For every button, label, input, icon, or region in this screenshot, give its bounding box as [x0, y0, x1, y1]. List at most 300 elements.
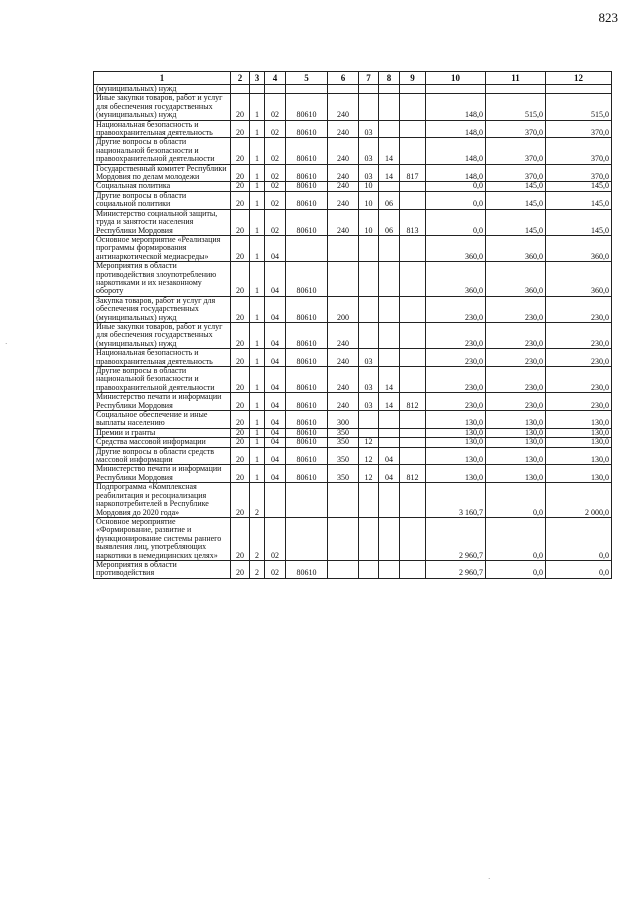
row-value-cell-col-11: 130,0 — [486, 438, 546, 447]
row-value-cell-col-4: 04 — [265, 428, 286, 437]
row-value-cell-col-7: 10 — [359, 209, 379, 235]
row-value-cell-col-11: 130,0 — [486, 465, 546, 483]
row-value-cell-col-11: 130,0 — [486, 428, 546, 437]
column-header-7: 7 — [359, 72, 379, 85]
row-value-cell-col-9 — [400, 517, 426, 560]
row-value-cell-col-7 — [359, 428, 379, 437]
row-value-cell-col-2: 20 — [231, 138, 250, 164]
row-value-cell-col-2: 20 — [231, 262, 250, 297]
row-name-cell: Премии и гранты — [94, 428, 231, 437]
row-name-cell: Социальная политика — [94, 182, 231, 191]
row-name-cell: Средства массовой информации — [94, 438, 231, 447]
row-value-cell-col-7: 10 — [359, 182, 379, 191]
row-value-cell-col-9 — [400, 120, 426, 138]
row-name-cell: Основное мероприятие «Реализация программы формирования антинаркотической медиасреды» — [94, 235, 231, 261]
row-name-cell: Национальная безопасность и правоохранительная деятельность — [94, 120, 231, 138]
row-value-cell-col-9 — [400, 85, 426, 94]
row-value-cell-col-11: 0,0 — [486, 560, 546, 578]
row-value-cell-col-2: 20 — [231, 209, 250, 235]
table-row — [94, 349, 612, 367]
row-value-cell-col-10: 130,0 — [426, 411, 486, 429]
row-value-cell-col-4: 04 — [265, 447, 286, 465]
column-header-10: 10 — [426, 72, 486, 85]
row-value-cell-col-5 — [286, 235, 328, 261]
row-value-cell-col-7 — [359, 517, 379, 560]
table-row — [94, 367, 612, 393]
row-value-cell-col-6: 240 — [328, 182, 359, 191]
row-value-cell-col-4: 02 — [265, 138, 286, 164]
row-value-cell-col-8: 04 — [379, 465, 400, 483]
row-value-cell-col-11: 130,0 — [486, 447, 546, 465]
row-value-cell-col-6: 200 — [328, 296, 359, 322]
row-name-cell: Социальное обеспечение и иные выплаты населению — [94, 411, 231, 429]
row-name-cell: Другие вопросы в области средств массовой информации — [94, 447, 231, 465]
row-value-cell-col-8 — [379, 182, 400, 191]
row-value-cell-col-2: 20 — [231, 367, 250, 393]
row-value-cell-col-5: 80610 — [286, 120, 328, 138]
row-value-cell-col-2: 20 — [231, 94, 250, 120]
row-value-cell-col-8 — [379, 296, 400, 322]
row-value-cell-col-11: 145,0 — [486, 182, 546, 191]
row-value-cell-col-2: 20 — [231, 120, 250, 138]
row-value-cell-col-2: 20 — [231, 322, 250, 348]
row-value-cell-col-8 — [379, 235, 400, 261]
row-value-cell-col-5: 80610 — [286, 465, 328, 483]
row-value-cell-col-6: 350 — [328, 465, 359, 483]
column-header-5: 5 — [286, 72, 328, 85]
row-value-cell-col-2: 20 — [231, 393, 250, 411]
row-value-cell-col-5: 80610 — [286, 393, 328, 411]
table-row — [94, 94, 612, 120]
row-value-cell-col-12: 145,0 — [546, 209, 612, 235]
row-value-cell-col-7: 10 — [359, 191, 379, 209]
row-value-cell-col-6: 240 — [328, 191, 359, 209]
row-value-cell-col-9 — [400, 296, 426, 322]
row-value-cell-col-5 — [286, 483, 328, 518]
row-value-cell-col-7 — [359, 235, 379, 261]
row-value-cell-col-11: 145,0 — [486, 191, 546, 209]
row-value-cell-col-5: 80610 — [286, 438, 328, 447]
row-value-cell-col-6: 240 — [328, 349, 359, 367]
row-value-cell-col-7 — [359, 560, 379, 578]
column-header-12: 12 — [546, 72, 612, 85]
row-value-cell-col-3: 1 — [250, 447, 265, 465]
row-value-cell-col-9 — [400, 428, 426, 437]
row-value-cell-col-7: 12 — [359, 447, 379, 465]
row-value-cell-col-10: 360,0 — [426, 262, 486, 297]
table-row — [94, 411, 612, 429]
row-value-cell-col-3: 2 — [250, 517, 265, 560]
row-value-cell-col-5: 80610 — [286, 560, 328, 578]
row-value-cell-col-9 — [400, 560, 426, 578]
row-value-cell-col-4: 04 — [265, 349, 286, 367]
row-value-cell-col-2: 20 — [231, 560, 250, 578]
row-value-cell-col-10: 130,0 — [426, 447, 486, 465]
row-name-cell: Министерство печати и информации Республики Мордовия — [94, 393, 231, 411]
row-value-cell-col-5: 80610 — [286, 349, 328, 367]
row-value-cell-col-2: 20 — [231, 438, 250, 447]
row-value-cell-col-7: 03 — [359, 349, 379, 367]
row-value-cell-col-10: 148,0 — [426, 138, 486, 164]
column-header-9: 9 — [400, 72, 426, 85]
row-value-cell-col-9 — [400, 447, 426, 465]
row-value-cell-col-4: 04 — [265, 465, 286, 483]
row-value-cell-col-5: 80610 — [286, 411, 328, 429]
row-value-cell-col-10: 230,0 — [426, 322, 486, 348]
row-name-cell: Подпрограмма «Комплексная реабилитация и ресоциализация наркопотребителей в Республике Мордовия до 2020 года» — [94, 483, 231, 518]
row-value-cell-col-12: 230,0 — [546, 296, 612, 322]
row-value-cell-col-11: 370,0 — [486, 120, 546, 138]
row-value-cell-col-7 — [359, 94, 379, 120]
row-value-cell-col-8 — [379, 262, 400, 297]
row-name-cell: Мероприятия в области противодействия злоупотреблению наркотиками и их незаконному обороту — [94, 262, 231, 297]
row-value-cell-col-12: 130,0 — [546, 411, 612, 429]
row-value-cell-col-3: 1 — [250, 191, 265, 209]
row-value-cell-col-12: 360,0 — [546, 235, 612, 261]
row-value-cell-col-2: 20 — [231, 483, 250, 518]
row-value-cell-col-5: 80610 — [286, 191, 328, 209]
row-value-cell-col-5 — [286, 517, 328, 560]
row-name-cell: Мероприятия в области противодействия — [94, 560, 231, 578]
row-value-cell-col-4: 04 — [265, 235, 286, 261]
row-value-cell-col-7: 12 — [359, 465, 379, 483]
row-value-cell-col-3: 1 — [250, 411, 265, 429]
row-value-cell-col-11: 0,0 — [486, 483, 546, 518]
table-row — [94, 191, 612, 209]
row-value-cell-col-3: 1 — [250, 262, 265, 297]
row-value-cell-col-2: 20 — [231, 296, 250, 322]
row-value-cell-col-3: 1 — [250, 120, 265, 138]
row-value-cell-col-5: 80610 — [286, 322, 328, 348]
table-row — [94, 85, 612, 94]
row-name-cell: Иные закупки товаров, работ и услуг для обеспечения государственных (муниципальных) нужд — [94, 322, 231, 348]
row-value-cell-col-6: 240 — [328, 164, 359, 182]
column-header-11: 11 — [486, 72, 546, 85]
column-header-6: 6 — [328, 72, 359, 85]
row-value-cell-col-8 — [379, 349, 400, 367]
row-value-cell-col-11: 0,0 — [486, 517, 546, 560]
row-value-cell-col-6: 300 — [328, 411, 359, 429]
row-value-cell-col-11: 370,0 — [486, 164, 546, 182]
table-row — [94, 483, 612, 518]
table-row — [94, 438, 612, 447]
row-value-cell-col-5: 80610 — [286, 164, 328, 182]
column-header-3: 3 — [250, 72, 265, 85]
row-value-cell-col-9 — [400, 438, 426, 447]
row-value-cell-col-9 — [400, 411, 426, 429]
row-value-cell-col-12: 230,0 — [546, 367, 612, 393]
row-value-cell-col-8 — [379, 94, 400, 120]
row-value-cell-col-9 — [400, 367, 426, 393]
row-value-cell-col-8: 04 — [379, 447, 400, 465]
row-value-cell-col-11: 370,0 — [486, 138, 546, 164]
row-value-cell-col-8: 14 — [379, 393, 400, 411]
row-value-cell-col-4: 02 — [265, 517, 286, 560]
row-value-cell-col-11: 230,0 — [486, 322, 546, 348]
row-value-cell-col-9: 812 — [400, 393, 426, 411]
column-header-8: 8 — [379, 72, 400, 85]
row-value-cell-col-11: 230,0 — [486, 296, 546, 322]
page-number: 823 — [598, 10, 618, 25]
row-value-cell-col-3: 1 — [250, 296, 265, 322]
column-header-2: 2 — [231, 72, 250, 85]
row-value-cell-col-6: 240 — [328, 94, 359, 120]
row-value-cell-col-7: 12 — [359, 438, 379, 447]
row-value-cell-col-9 — [400, 191, 426, 209]
row-value-cell-col-2: 20 — [231, 411, 250, 429]
row-value-cell-col-10: 230,0 — [426, 349, 486, 367]
row-value-cell-col-7: 03 — [359, 138, 379, 164]
row-value-cell-col-10: 148,0 — [426, 120, 486, 138]
row-value-cell-col-3 — [250, 85, 265, 94]
row-value-cell-col-2: 20 — [231, 517, 250, 560]
row-value-cell-col-9 — [400, 262, 426, 297]
row-value-cell-col-10: 360,0 — [426, 235, 486, 261]
row-value-cell-col-3: 2 — [250, 483, 265, 518]
row-name-cell: Основное мероприятие «Формирование, развитие и функционирование системы раннего выявления лиц, употребляющих наркотики в немедицинских целях» — [94, 517, 231, 560]
row-value-cell-col-6: 240 — [328, 393, 359, 411]
row-value-cell-col-8 — [379, 120, 400, 138]
row-value-cell-col-7 — [359, 483, 379, 518]
row-value-cell-col-2 — [231, 85, 250, 94]
row-value-cell-col-5 — [286, 85, 328, 94]
row-value-cell-col-6 — [328, 85, 359, 94]
row-value-cell-col-12: 370,0 — [546, 164, 612, 182]
row-value-cell-col-11 — [486, 85, 546, 94]
row-value-cell-col-5: 80610 — [286, 138, 328, 164]
row-value-cell-col-4: 04 — [265, 411, 286, 429]
row-value-cell-col-5: 80610 — [286, 296, 328, 322]
budget-table — [93, 71, 612, 579]
row-value-cell-col-12: 0,0 — [546, 517, 612, 560]
table-row — [94, 447, 612, 465]
row-value-cell-col-2: 20 — [231, 164, 250, 182]
row-value-cell-col-12: 130,0 — [546, 438, 612, 447]
row-value-cell-col-4: 04 — [265, 262, 286, 297]
row-value-cell-col-12: 370,0 — [546, 120, 612, 138]
row-value-cell-col-10: 230,0 — [426, 367, 486, 393]
row-value-cell-col-10: 0,0 — [426, 182, 486, 191]
row-value-cell-col-10: 148,0 — [426, 94, 486, 120]
row-name-cell: Другие вопросы в области социальной политики — [94, 191, 231, 209]
row-value-cell-col-8 — [379, 560, 400, 578]
row-value-cell-col-10: 2 960,7 — [426, 517, 486, 560]
row-value-cell-col-5: 80610 — [286, 367, 328, 393]
row-value-cell-col-4: 04 — [265, 367, 286, 393]
row-value-cell-col-5: 80610 — [286, 209, 328, 235]
row-value-cell-col-5: 80610 — [286, 182, 328, 191]
row-name-cell: Другие вопросы в области национальной безопасности и правоохранительной деятельности — [94, 367, 231, 393]
row-value-cell-col-10: 230,0 — [426, 393, 486, 411]
row-value-cell-col-10: 2 960,7 — [426, 560, 486, 578]
row-value-cell-col-3: 1 — [250, 94, 265, 120]
row-value-cell-col-8: 06 — [379, 191, 400, 209]
row-value-cell-col-11: 515,0 — [486, 94, 546, 120]
row-value-cell-col-9 — [400, 235, 426, 261]
row-value-cell-col-8 — [379, 85, 400, 94]
row-value-cell-col-6 — [328, 483, 359, 518]
row-value-cell-col-10: 0,0 — [426, 191, 486, 209]
row-value-cell-col-10: 148,0 — [426, 164, 486, 182]
row-value-cell-col-7: 03 — [359, 367, 379, 393]
row-value-cell-col-12: 515,0 — [546, 94, 612, 120]
row-value-cell-col-5: 80610 — [286, 94, 328, 120]
row-value-cell-col-3: 1 — [250, 164, 265, 182]
row-value-cell-col-3: 1 — [250, 138, 265, 164]
row-value-cell-col-7 — [359, 322, 379, 348]
table-row — [94, 164, 612, 182]
row-value-cell-col-11: 130,0 — [486, 411, 546, 429]
row-value-cell-col-9 — [400, 322, 426, 348]
row-value-cell-col-4 — [265, 483, 286, 518]
row-value-cell-col-11: 145,0 — [486, 209, 546, 235]
row-value-cell-col-4: 02 — [265, 120, 286, 138]
row-value-cell-col-3: 1 — [250, 393, 265, 411]
row-value-cell-col-12: 130,0 — [546, 465, 612, 483]
row-value-cell-col-8: 14 — [379, 367, 400, 393]
row-value-cell-col-12: 145,0 — [546, 182, 612, 191]
scan-mark: · — [488, 875, 491, 883]
row-value-cell-col-7: 03 — [359, 393, 379, 411]
row-value-cell-col-2: 20 — [231, 191, 250, 209]
row-value-cell-col-8 — [379, 428, 400, 437]
table-row — [94, 262, 612, 297]
table-row — [94, 182, 612, 191]
row-value-cell-col-9: 813 — [400, 209, 426, 235]
row-value-cell-col-6: 240 — [328, 138, 359, 164]
table-row — [94, 465, 612, 483]
row-value-cell-col-10: 230,0 — [426, 296, 486, 322]
row-value-cell-col-12: 360,0 — [546, 262, 612, 297]
row-value-cell-col-2: 20 — [231, 465, 250, 483]
row-value-cell-col-11: 230,0 — [486, 367, 546, 393]
row-value-cell-col-8: 06 — [379, 209, 400, 235]
table-row — [94, 120, 612, 138]
row-name-cell: Министерство социальной защиты, труда и занятости населения Республики Мордовия — [94, 209, 231, 235]
row-value-cell-col-2: 20 — [231, 349, 250, 367]
row-value-cell-col-5: 80610 — [286, 447, 328, 465]
row-value-cell-col-10: 0,0 — [426, 209, 486, 235]
row-value-cell-col-8 — [379, 322, 400, 348]
row-value-cell-col-2: 20 — [231, 182, 250, 191]
row-value-cell-col-8: 14 — [379, 138, 400, 164]
row-value-cell-col-7 — [359, 296, 379, 322]
table-row — [94, 560, 612, 578]
row-value-cell-col-4 — [265, 85, 286, 94]
table-row — [94, 296, 612, 322]
row-value-cell-col-7: 03 — [359, 120, 379, 138]
row-value-cell-col-6: 240 — [328, 120, 359, 138]
row-value-cell-col-4: 02 — [265, 191, 286, 209]
row-name-cell: Другие вопросы в области национальной безопасности и правоохранительной деятельности — [94, 138, 231, 164]
row-value-cell-col-9 — [400, 138, 426, 164]
row-value-cell-col-9: 812 — [400, 465, 426, 483]
row-value-cell-col-7 — [359, 411, 379, 429]
row-value-cell-col-9: 817 — [400, 164, 426, 182]
row-value-cell-col-6: 350 — [328, 428, 359, 437]
row-value-cell-col-10: 130,0 — [426, 465, 486, 483]
row-value-cell-col-4: 04 — [265, 322, 286, 348]
scan-mark: · — [5, 340, 8, 348]
row-value-cell-col-9 — [400, 483, 426, 518]
column-header-4: 4 — [265, 72, 286, 85]
row-value-cell-col-12: 230,0 — [546, 349, 612, 367]
column-header-1: 1 — [94, 72, 231, 85]
table-row — [94, 138, 612, 164]
row-value-cell-col-12: 370,0 — [546, 138, 612, 164]
row-value-cell-col-6: 240 — [328, 209, 359, 235]
row-value-cell-col-3: 1 — [250, 465, 265, 483]
row-value-cell-col-11: 230,0 — [486, 393, 546, 411]
row-value-cell-col-7: 03 — [359, 164, 379, 182]
header-row — [94, 72, 612, 85]
table-row — [94, 235, 612, 261]
row-value-cell-col-8 — [379, 517, 400, 560]
row-name-cell: Министерство печати и информации Республики Мордовия — [94, 465, 231, 483]
table-row — [94, 428, 612, 437]
table-row — [94, 393, 612, 411]
row-value-cell-col-12: 145,0 — [546, 191, 612, 209]
row-value-cell-col-6 — [328, 262, 359, 297]
row-name-cell: Иные закупки товаров, работ и услуг для обеспечения государственных (муниципальных) нужд — [94, 94, 231, 120]
row-value-cell-col-12: 0,0 — [546, 560, 612, 578]
row-value-cell-col-5: 80610 — [286, 262, 328, 297]
row-value-cell-col-2: 20 — [231, 428, 250, 437]
table-row — [94, 322, 612, 348]
row-value-cell-col-7 — [359, 85, 379, 94]
row-name-cell: Закупка товаров, работ и услуг для обеспечения государственных (муниципальных) нужд — [94, 296, 231, 322]
row-value-cell-col-3: 1 — [250, 235, 265, 261]
row-value-cell-col-11: 230,0 — [486, 349, 546, 367]
row-value-cell-col-3: 1 — [250, 209, 265, 235]
row-value-cell-col-4: 02 — [265, 182, 286, 191]
row-value-cell-col-4: 02 — [265, 209, 286, 235]
row-value-cell-col-10: 130,0 — [426, 438, 486, 447]
row-value-cell-col-12: 130,0 — [546, 428, 612, 437]
row-value-cell-col-6 — [328, 235, 359, 261]
row-value-cell-col-4: 04 — [265, 393, 286, 411]
row-value-cell-col-6: 240 — [328, 367, 359, 393]
row-value-cell-col-2: 20 — [231, 235, 250, 261]
row-value-cell-col-12: 230,0 — [546, 393, 612, 411]
row-value-cell-col-3: 1 — [250, 438, 265, 447]
row-value-cell-col-9 — [400, 182, 426, 191]
row-value-cell-col-10 — [426, 85, 486, 94]
row-value-cell-col-12 — [546, 85, 612, 94]
row-value-cell-col-9 — [400, 94, 426, 120]
row-value-cell-col-6: 350 — [328, 438, 359, 447]
row-value-cell-col-12: 2 000,0 — [546, 483, 612, 518]
row-value-cell-col-4: 02 — [265, 94, 286, 120]
row-value-cell-col-3: 1 — [250, 182, 265, 191]
row-name-cell: Государственный комитет Республики Мордовия по делам молодежи — [94, 164, 231, 182]
row-value-cell-col-6: 240 — [328, 322, 359, 348]
row-value-cell-col-6 — [328, 517, 359, 560]
row-value-cell-col-4: 02 — [265, 560, 286, 578]
row-value-cell-col-8 — [379, 411, 400, 429]
row-value-cell-col-3: 2 — [250, 560, 265, 578]
row-value-cell-col-2: 20 — [231, 447, 250, 465]
row-value-cell-col-3: 1 — [250, 322, 265, 348]
table-row — [94, 209, 612, 235]
row-value-cell-col-7 — [359, 262, 379, 297]
row-value-cell-col-6: 350 — [328, 447, 359, 465]
row-value-cell-col-12: 230,0 — [546, 322, 612, 348]
row-value-cell-col-4: 04 — [265, 438, 286, 447]
row-value-cell-col-12: 130,0 — [546, 447, 612, 465]
row-value-cell-col-3: 1 — [250, 367, 265, 393]
row-value-cell-col-8 — [379, 483, 400, 518]
